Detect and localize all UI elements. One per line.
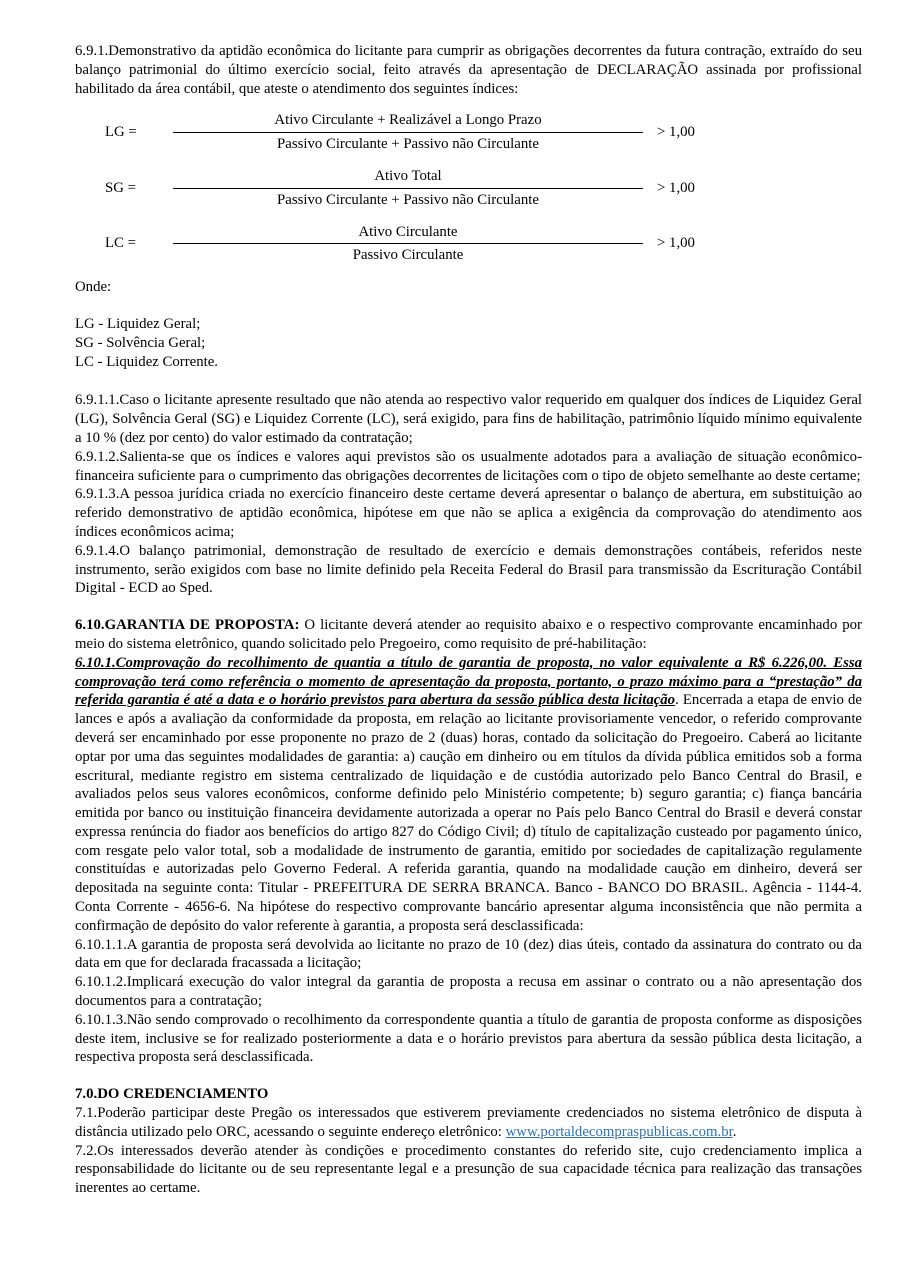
heading-6-10: 6.10.GARANTIA DE PROPOSTA: xyxy=(75,617,300,634)
index-definitions xyxy=(75,315,862,371)
formula-lc xyxy=(75,223,862,266)
para-7-1 xyxy=(75,1104,862,1142)
para-7-2: 7.2.Os interessados deverão atender às condições e procedimento constantes do referido site, cujo credenciamento implica a responsabilidade do licitante ou de seu representante legal e a presunção de sua capacidade técnica para realização das transações inerentes ao certame. xyxy=(75,1142,862,1197)
para-6-9-1-3: 6.9.1.3.A pessoa jurídica criada no exercício financeiro deste certame deverá apresentar o balanço de abertura, em substituição ao referido demonstrativo de aptidão econômica, hipótese em que não se aplica a exigência da comprovação do atendimento aos índices econômicos acima; xyxy=(75,486,862,540)
formula-lg-fraction xyxy=(173,111,643,154)
para-6-10-1-1: 6.10.1.1.A garantia de proposta será devolvida ao licitante no prazo de 10 (dez) dias úteis, contado da assinatura do contrato ou da data em que for declarada fracassada a licitação; xyxy=(75,936,862,972)
definition-lc: LC - Liquidez Corrente. xyxy=(75,353,218,370)
formula-lc-label: LC = xyxy=(105,235,136,252)
para-6-10-1-3: 6.10.1.3.Não sendo comprovado o recolhimento da correspondente quantia a título de garantia de proposta conforme as disposições deste item, inclusive se for realizado posteriormente a data e o horário previstos para abertura da sessão pública desta licitação, a respectiva proposta será desclassificada. xyxy=(75,1011,862,1066)
formula-lc-denominator: Passivo Circulante xyxy=(352,247,464,264)
formula-section xyxy=(75,111,862,265)
formula-lc-numerator: Ativo Circulante xyxy=(173,223,643,245)
formula-lg-label: LG = xyxy=(105,124,137,141)
formula-sg-denominator: Passivo Circulante + Passivo não Circulante xyxy=(277,191,539,208)
formula-lg-numerator: Ativo Circulante + Realizável a Longo Prazo xyxy=(173,111,643,133)
formula-lg xyxy=(75,111,862,154)
formula-lc-condition: > 1,00 xyxy=(657,235,695,252)
para-6-10-1 xyxy=(75,654,862,936)
para-6-9-1: 6.9.1.Demonstrativo da aptidão econômica do licitante para cumprir as obrigações decorrentes da futura contração, extraído do seu balanço patrimonial do último exercício social, feito através da apresentação de DECLARAÇÃO assinada por profissional habilitado da área contábil, que ateste o atendimento dos seguintes índices: xyxy=(75,43,862,97)
section-6-9-1-subitems xyxy=(75,391,862,598)
section-6-10 xyxy=(75,616,862,1067)
para-6-9-1-4: 6.9.1.4.O balanço patrimonial, demonstração de resultado de exercício e demais demonstrações contábeis, referidos neste instrumento, serão exigidos com base no limite definido pela Receita Federal do Brasil para transmissão da Escrituração Contábil Digital - ECD ao Sped. xyxy=(75,542,862,597)
definition-lg: LG - Liquidez Geral; xyxy=(75,315,201,332)
para-6-9-1-2: 6.9.1.2.Salienta-se que os índices e valores aqui previstos são os usualmente adotados para a avaliação de situação econômico-financeira suficiente para o cumprimento das obrigações decorrentes de licitações com o tipo de objeto semelhante ao deste certame; xyxy=(75,448,862,484)
para-6-9-1-1: 6.9.1.1.Caso o licitante apresente resultado que não atenda ao respectivo valor requerido em qualquer dos índices de Liquidez Geral (LG), Solvência Geral (SG) e Liquidez Corrente (LC), será exigido, para fins de habilitação, patrimônio líquido mínimo equivalente a 10 % (dez por cento) do valor estimado da contratação; xyxy=(75,392,862,446)
formula-sg-fraction xyxy=(173,167,643,210)
para-7-1-text: 7.1.Poderão participar deste Pregão os interessados que estiverem previamente credenciados no sistema eletrônico de disputa à distância utilizado pelo ORC, acessando o seguinte endereço eletrônico: xyxy=(75,1105,862,1140)
para-6-10-1-text: . Encerrada a etapa de envio de lances e após a avaliação da conformidade da proposta, em relação ao licitante provisoriamente vencedor, o referido comprovante deverá ser encaminhado por esse proponente no prazo de 2 (duas) horas, contado da solicitação do Pregoeiro. Caberá ao licitante optar por uma das seguintes modalidades de garantia: a) caução em dinheiro ou em títulos da dívida pública emitidos sob a forma escritural, mediante registro em sistema centralizado de liquidação e de custódia autorizado pelo Banco Central do Brasil, e avaliados pelos seus valores econômicos, conforme definido pelo Ministério competente; b) seguro garantia; c) fiança bancária emitida por banco ou instituição financeira devidamente autorizada a operar no País pelo Banco Central do Brasil e deverá constar expressa renúncia do fiador aos benefícios do artigo 827 do Código Civil; d) título de capitalização custeado por pagamento único, com resgate pelo valor total, sob a modalidade de instrumento de garantia, emitido por sociedades de capitalização regulamente constituídas e autorizadas pelo Governo Federal. A referida garantia, quando na modalidade caução em dinheiro, deverá ser depositada na seguinte conta: Titular - PREFEITURA DE SERRA BRANCA. Banco - BANCO DO BRASIL. Agência - 1144-4. Conta Corrente - 4656-6. Na hipótese do respectivo comprovante bancário apresentar alguma inconsistência que não permita a confirmação de depósito do valor referente à garantia, a proposta será desclassificada: xyxy=(75,692,862,934)
definition-sg: SG - Solvência Geral; xyxy=(75,334,206,351)
formula-sg-condition: > 1,00 xyxy=(657,179,695,196)
heading-7-0: 7.0.DO CREDENCIAMENTO xyxy=(75,1086,269,1103)
formula-sg-label: SG = xyxy=(105,179,136,196)
para-7-1-period: . xyxy=(732,1123,737,1140)
formula-lg-denominator: Passivo Circulante + Passivo não Circulante xyxy=(277,136,539,153)
para-6-10-1-2: 6.10.1.2.Implicará execução do valor integral da garantia de proposta a recusa em assinar o contrato ou a não apresentação dos documentos para a contratação; xyxy=(75,974,862,1010)
formula-lc-fraction xyxy=(173,223,643,266)
formula-lg-condition: > 1,00 xyxy=(657,124,695,141)
formula-sg-numerator: Ativo Total xyxy=(173,167,643,189)
para-6-10-text: O licitante deverá atender ao requisito abaixo e o respectivo comprovante encaminhado por meio do sistema eletrônico, quando solicitado pelo Pregoeiro, como requisito de pré-habilitação: xyxy=(75,617,862,652)
portal-link[interactable]: www.portaldecompraspublicas.com.br xyxy=(505,1123,733,1140)
formula-sg xyxy=(75,167,862,210)
para-6-10 xyxy=(75,616,862,654)
onde-label: Onde: xyxy=(75,279,112,296)
para-6-10-1-emphasis: 6.10.1.Comprovação do recolhimento de quantia a título de garantia de proposta, no valor equivalente a R$ 6.226,00. Essa comprovação terá como referência o momento de apresentação da proposta, portanto, o prazo máximo para a “prestação” da referida garantia é até a data e o horário previstos para abertura da sessão pública desta licitação xyxy=(75,654,862,709)
